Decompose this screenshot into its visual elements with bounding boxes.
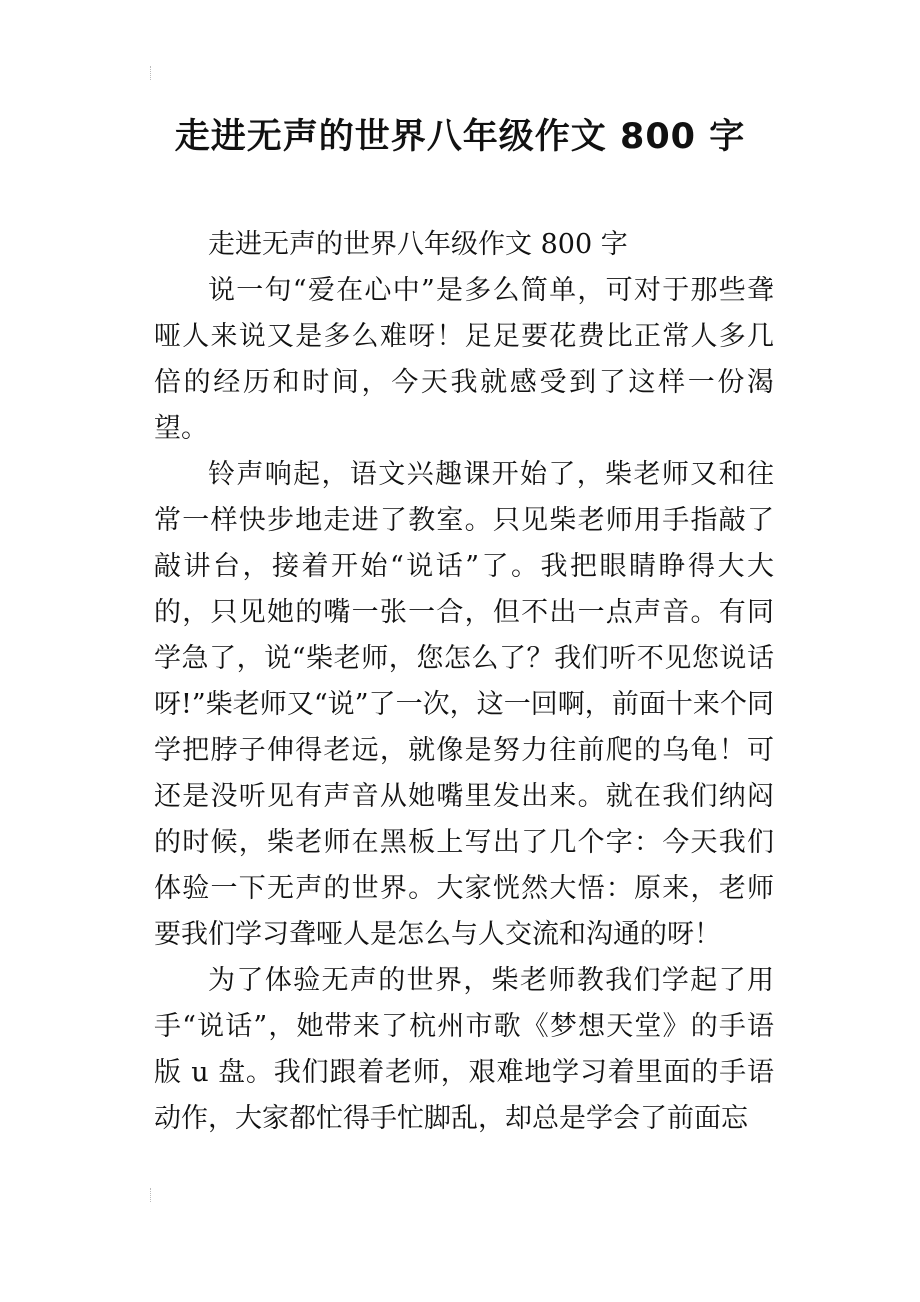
document-body [154, 222, 774, 1142]
page-corner-mark [150, 66, 161, 80]
paragraph-subtitle: 走进无声的世界八年级作文 800 字 [208, 229, 628, 260]
paragraph-1: 说一句“爱在心中”是多么简单，可对于那些聋哑人来说又是多么难呀！足足要花费比正常人多几倍的经历和时间，今天我就感受到了这样一份渴望。 [154, 275, 774, 444]
page-corner-mark [150, 1188, 161, 1202]
document-title: 走进无声的世界八年级作文 800 字 [174, 117, 746, 157]
paragraph-2: 铃声响起，语文兴趣课开始了，柴老师又和往常一样快步地走进了教室。只见柴老师用手指敲了敲讲台，接着开始“说话”了。我把眼睛睁得大大的，只见她的嘴一张一合，但不出一点声音。有同学急了，说“柴老师，您怎么了？我们听不见您说话呀!”柴老师又“说”了一次，这一回啊，前面十来个同学把脖子伸得老远，就像是努力往前爬的乌龟！可还是没听见有声音从她嘴里发出来。就在我们纳闷的时候，柴老师在黑板上写出了几个字：今天我们体验一下无声的世界。大家恍然大悟：原来，老师要我们学习聋哑人是怎么与人交流和沟通的呀！ [154, 459, 774, 950]
paragraph-3: 为了体验无声的世界，柴老师教我们学起了用手“说话”，她带来了杭州市歌《梦想天堂》的手语版 u 盘。我们跟着老师，艰难地学习着里面的手语动作，大家都忙得手忙脚乱，却总是学会了前面忘 [154, 965, 774, 1134]
